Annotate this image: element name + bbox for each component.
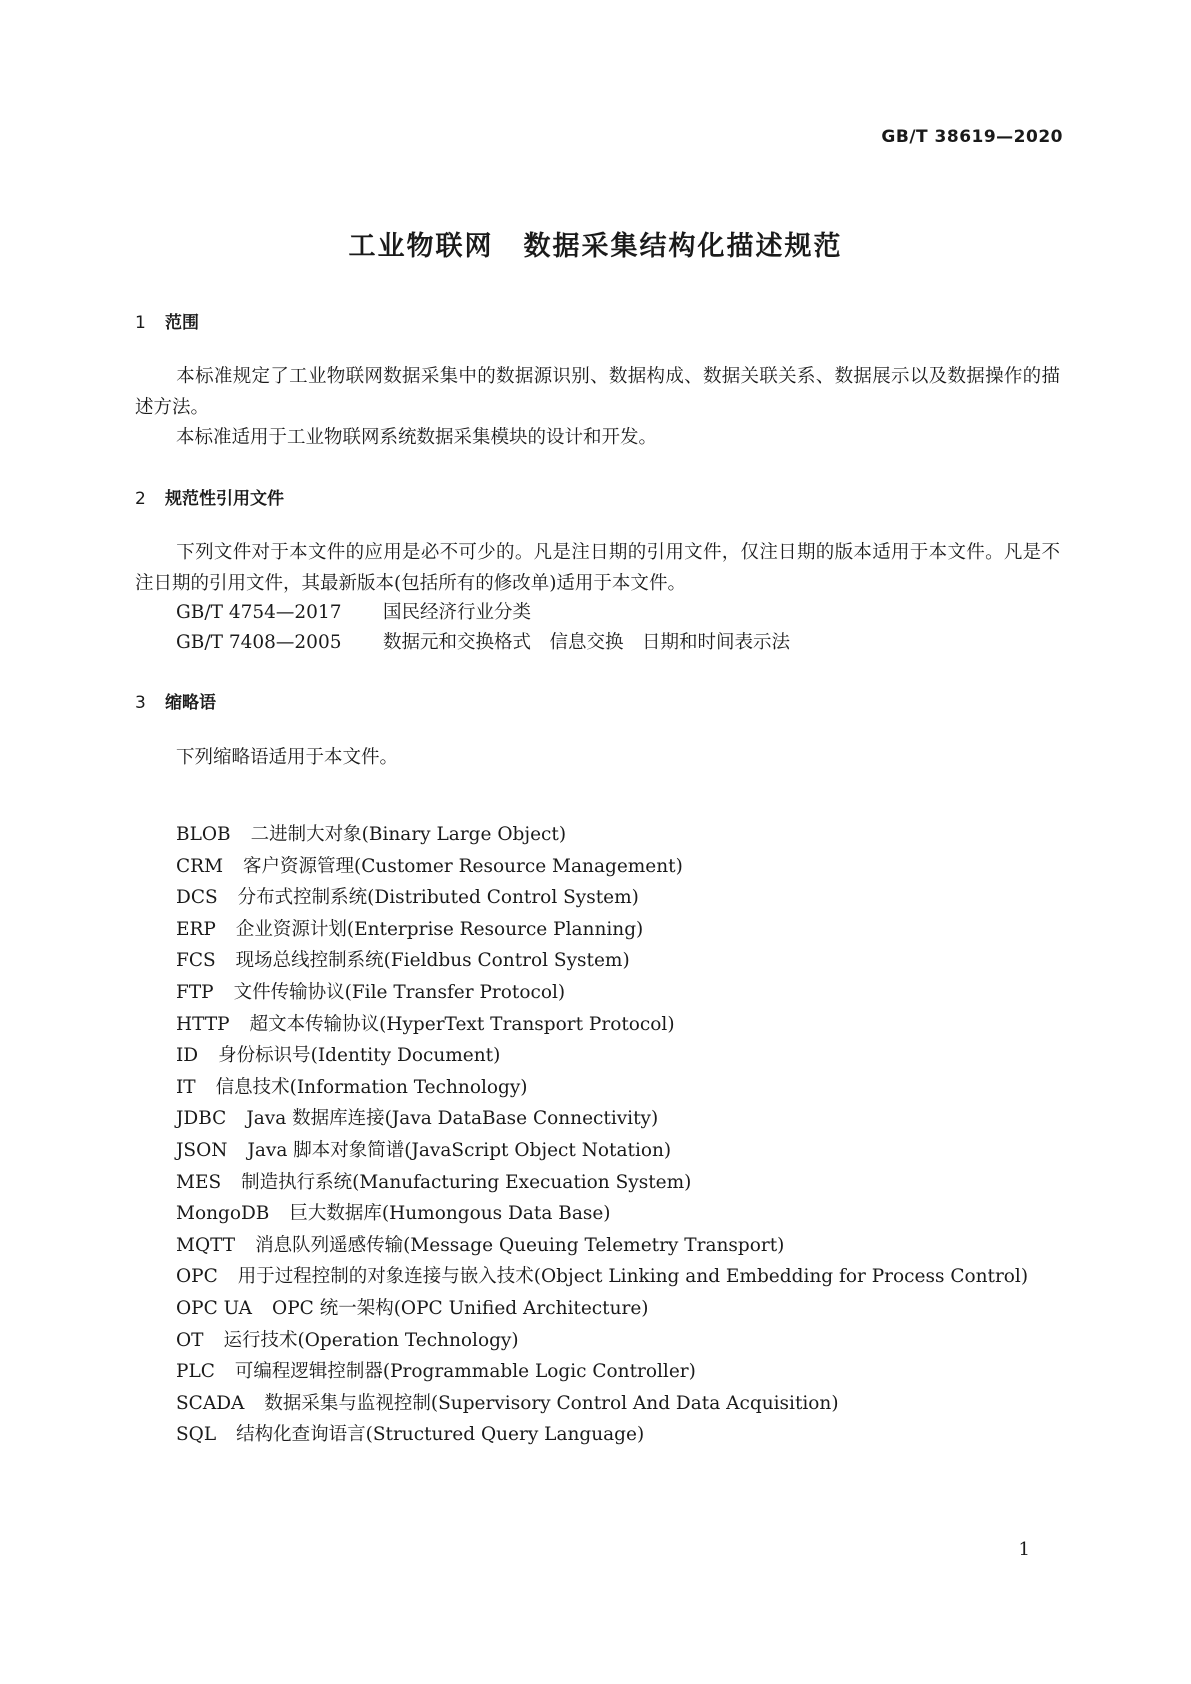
abbreviation-definition: 企业资源计划(Enterprise Resource Planning)	[235, 918, 644, 940]
abbreviation-definition: 制造执行系统(Manufacturing Execuation System)	[241, 1171, 692, 1193]
abbreviation-definition: OPC 统一架构(OPC Unified Architecture)	[272, 1297, 649, 1319]
abbreviation-definition: 数据采集与监视控制(Supervisory Control And Data Acquisition)	[264, 1392, 839, 1414]
abbreviation-item	[176, 882, 1028, 914]
abbreviation-item	[176, 1072, 1028, 1104]
reference-code: GB/T 4754—2017	[176, 602, 342, 623]
abbreviation-term: FTP	[176, 981, 214, 1003]
reference-title: 数据元和交换格式 信息交换 日期和时间表示法	[383, 632, 791, 653]
section-heading-abbreviations	[135, 688, 216, 713]
abbreviation-term: OT	[176, 1329, 204, 1351]
abbreviation-term: ID	[176, 1045, 199, 1067]
abbreviation-definition: 超文本传输协议(HyperText Transport Protocol)	[249, 1013, 675, 1035]
abbreviation-definition: 身份标识号(Identity Document)	[218, 1045, 501, 1067]
abbreviation-item	[176, 1103, 1028, 1135]
abbreviation-item	[176, 1356, 1028, 1388]
abbreviation-item	[176, 945, 1028, 977]
abbreviation-definition: 客户资源管理(Customer Resource Management)	[243, 855, 683, 877]
abbreviation-definition: 信息技术(Information Technology)	[215, 1076, 528, 1098]
abbreviation-item	[176, 1325, 1028, 1357]
abbreviation-definition: 分布式控制系统(Distributed Control System)	[237, 887, 639, 909]
abbreviation-item	[176, 819, 1028, 851]
standard-number: GB/T 38619—2020	[881, 127, 1063, 147]
abbreviation-definition: Java 脚本对象简谱(JavaScript Object Notation)	[247, 1139, 672, 1161]
section-title: 规范性引用文件	[165, 489, 284, 509]
abbreviation-term: ERP	[176, 918, 216, 940]
page-number: 1	[1018, 1539, 1030, 1560]
abbreviation-definition: 现场总线控制系统(Fieldbus Control System)	[235, 950, 630, 972]
section-number: 2	[135, 489, 146, 509]
abbreviation-item	[176, 914, 1028, 946]
abbreviation-term: DCS	[176, 887, 218, 909]
abbreviation-term: OPC UA	[176, 1297, 253, 1319]
abbreviation-item	[176, 1261, 1028, 1293]
scope-paragraph-2: 本标准适用于工业物联网系统数据采集模块的设计和开发。	[176, 427, 658, 448]
abbreviation-definition: 消息队列遥感传输(Message Queuing Telemetry Transport)	[255, 1234, 785, 1256]
document-title-part1: 工业物联网	[348, 231, 494, 262]
abbreviation-item	[176, 1009, 1028, 1041]
document-title	[0, 224, 1191, 263]
abbreviations-intro: 下列缩略语适用于本文件。	[176, 747, 399, 768]
abbreviation-term: FCS	[176, 950, 216, 972]
abbreviation-item	[176, 1167, 1028, 1199]
abbreviation-item	[176, 1388, 1028, 1420]
abbreviation-item	[176, 1293, 1028, 1325]
abbreviation-term: MQTT	[176, 1234, 236, 1256]
abbreviation-definition: 用于过程控制的对象连接与嵌入技术(Object Linking and Embedding for Process Control)	[237, 1266, 1029, 1288]
abbreviation-term: BLOB	[176, 824, 231, 845]
section-title: 缩略语	[165, 693, 216, 713]
abbreviation-definition: 可编程逻辑控制器(Programmable Logic Controller)	[234, 1361, 696, 1383]
abbreviation-definition: Java 数据库连接(Java DataBase Connectivity)	[246, 1108, 659, 1130]
abbreviation-item	[176, 1198, 1028, 1230]
section-number: 3	[135, 693, 146, 713]
references-paragraph: 下列文件对于本文件的应用是必不可少的。凡是注日期的引用文件，仅注日期的版本适用于本文件。凡是不注日期的引用文件，其最新版本(包括所有的修改单)适用于本文件。	[135, 542, 1060, 594]
reference-item	[176, 598, 531, 624]
abbreviation-item	[176, 977, 1028, 1009]
abbreviation-item	[176, 1040, 1028, 1072]
abbreviation-definition: 运行技术(Operation Technology)	[223, 1329, 519, 1351]
abbreviation-term: MongoDB	[176, 1203, 270, 1225]
reference-title: 国民经济行业分类	[383, 602, 532, 623]
abbreviation-item	[176, 851, 1028, 883]
abbreviation-term: IT	[176, 1076, 196, 1098]
abbreviation-term: JSON	[176, 1139, 228, 1161]
reference-item	[176, 628, 790, 654]
section-heading-normative-references	[135, 484, 284, 509]
abbreviation-term: OPC	[176, 1266, 218, 1288]
abbreviation-item	[176, 1230, 1028, 1262]
abbreviation-definition: 巨大数据库(Humongous Data Base)	[289, 1203, 611, 1225]
abbreviation-term: PLC	[176, 1361, 215, 1383]
section-heading-scope	[135, 308, 199, 333]
abbreviation-item	[176, 1135, 1028, 1167]
abbreviation-term: SCADA	[176, 1392, 245, 1414]
abbreviation-term: HTTP	[176, 1013, 230, 1035]
abbreviation-term: MES	[176, 1171, 222, 1193]
abbreviation-item	[176, 1419, 1028, 1451]
abbreviation-term: CRM	[176, 855, 224, 877]
abbreviation-definition: 文件传输协议(File Transfer Protocol)	[233, 981, 566, 1003]
abbreviation-definition: 结构化查询语言(Structured Query Language)	[236, 1424, 645, 1446]
section-title: 范围	[165, 313, 199, 333]
abbreviation-term: JDBC	[176, 1108, 227, 1130]
reference-code: GB/T 7408—2005	[176, 632, 342, 653]
abbreviation-term: SQL	[176, 1424, 217, 1446]
document-title-part2: 数据采集结构化描述规范	[523, 231, 843, 262]
scope-paragraph-1: 本标准规定了工业物联网数据采集中的数据源识别、数据构成、数据关联关系、数据展示以及数据操作的描述方法。	[135, 366, 1060, 418]
abbreviation-definition: 二进制大对象(Binary Large Object)	[250, 824, 567, 845]
section-number: 1	[135, 313, 146, 333]
abbreviation-list	[176, 819, 1028, 1451]
